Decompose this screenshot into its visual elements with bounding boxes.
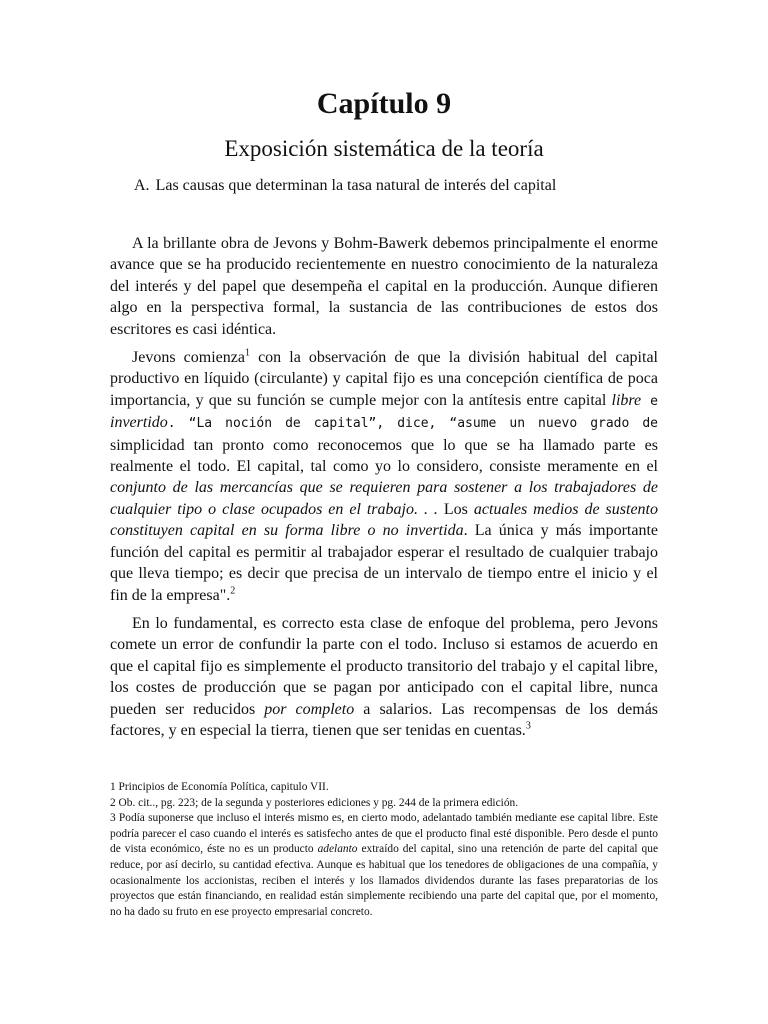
footnote-2: 2 Ob. cit.., pg. 223; de la segunda y posteriores ediciones y pg. 244 de la primera edición. bbox=[110, 796, 519, 809]
text-run: Los bbox=[437, 500, 474, 518]
italic-run: adelanto bbox=[317, 843, 358, 856]
footnote-ref-2: 2 bbox=[230, 585, 236, 597]
footnote-1: 1 Principios de Economía Política, capitulo VII. bbox=[110, 781, 329, 793]
text-run: con la observación de que la división habitual del capital productivo en líquido (circulante) y capital fijo es una concepción científica de poca importancia, y que su función se cumple mejor con la antítesis entre capital bbox=[110, 349, 658, 409]
footnote-ref-1: 1 bbox=[244, 347, 250, 359]
italic-run: actuales medios de sustento constituyen capital en su forma libre o no invertida bbox=[110, 500, 659, 540]
text-run: . La única y más importante función del capital es permitir al trabajador esperar el resultado de cualquier trabajo que lleva tiempo; es decir que precisa de un intervalo de tiempo entre el inicio y el fin de la empresa". bbox=[110, 522, 659, 604]
paragraph-3 bbox=[110, 613, 658, 741]
italic-run: invertido bbox=[110, 414, 168, 432]
italic-run: conjunto de las mercancías que se requieren para sostener a los trabajadores de cualquier tipo o clase ocupados en el trabajo. . . bbox=[110, 479, 658, 518]
italic-run: por completo bbox=[264, 700, 355, 718]
text-run: Jevons comienza bbox=[132, 349, 245, 367]
section-heading bbox=[134, 175, 664, 197]
text-run: En lo fundamental, es correcto esta clase de enfoque del problema, pero Jevons comete un error de confundir la parte con el todo. Incluso si estamos de acuerdo en que el capital fijo es simplemente el producto transitorio del trabajo y el capital libre, los costes de producción que se pagan por anticipado con el capital libre, nunca pueden ser reducidos bbox=[110, 614, 658, 718]
chapter-subtitle: Exposición sistemática de la teoría bbox=[224, 136, 544, 161]
italic-run: libre bbox=[611, 391, 642, 409]
text-run: simplicidad tan pronto como reconocemos que lo que se ha llamado parte es realmente el todo. El capital, tal como yo lo considero, consiste meramente en el bbox=[110, 436, 658, 476]
footnote-ref-3: 3 bbox=[525, 720, 531, 732]
paragraph-1: A la brillante obra de Jevons y Bohm-Bawerk debemos principalmente el enorme avance que se ha producido recientemente en nuestro conocimiento de la naturaleza del interés y del papel que desempeña el capital en la producción. Aunque difieren algo en la perspectiva formal, la sustancia de las contribuciones de estos dos escritores es casi idéntica. bbox=[110, 235, 658, 338]
body-text bbox=[110, 233, 658, 741]
footnotes bbox=[110, 780, 658, 920]
chapter-title: Capítulo 9 bbox=[316, 87, 452, 120]
section-title: Las causas que determinan la tasa natural de interés del capital bbox=[155, 177, 557, 194]
paragraph-2 bbox=[110, 347, 658, 606]
text-run: extraído del capital, sino una retención de parte del capital que reduce, por así decirlo, su cantidad efectiva. Aunque es habitual que los tenedores de obligaciones de una compañía, y ocasionalmente los accionistas, reciben el interés y los llamados dividendos durante las fases preparatorias de los proyectos que están financiando, en realidad están simplemente recibiendo una parte del capital que, por el momento, no ha dado su fruto en ese proyecto empresarial concreto. bbox=[110, 843, 658, 918]
text-run: e bbox=[641, 393, 658, 409]
quote-run: . “La noción de capital”, dice, “asume un nuevo grado de bbox=[167, 416, 658, 432]
text-run: a salarios. Las recompensas de los demás factores, y en especial la tierra, tienen que ser tenidas en cuentas. bbox=[110, 700, 659, 739]
text-run: 3 Podía suponerse que incluso el interés mismo es, en cierto modo, adelantado también mediante ese capital libre. Este podría parecer el caso cuando el interés es satisfecho antes de que el producto final esté disponible. Pero desde el punto de vista económico, éste no es un producto bbox=[110, 812, 658, 856]
section-marker: A. bbox=[134, 177, 150, 194]
footnote-3 bbox=[110, 811, 658, 920]
